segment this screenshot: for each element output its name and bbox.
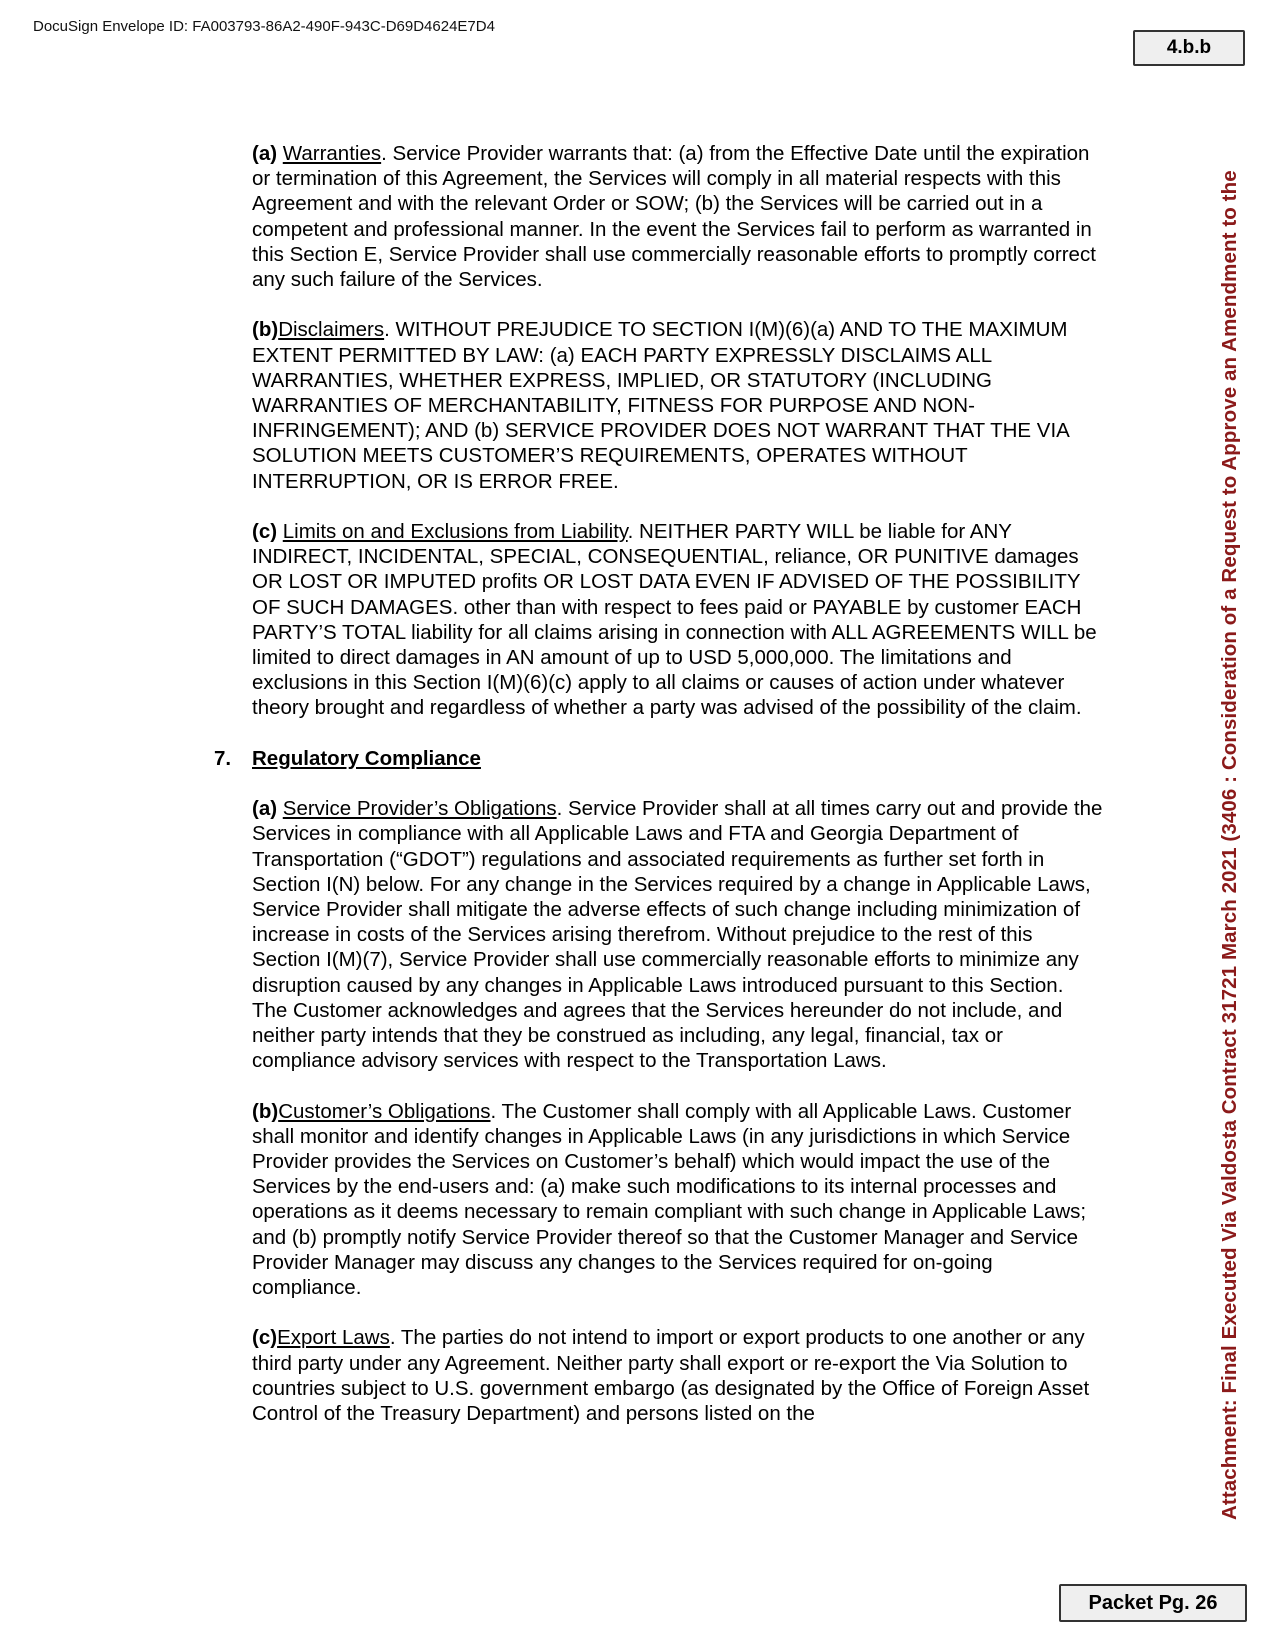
- agenda-item-tag: 4.b.b: [1133, 30, 1245, 66]
- paragraph-label: (c): [252, 1326, 278, 1350]
- paragraph-body: . The Customer shall comply with all Applicable Laws. Customer shall monitor and identify changes in Applicable Laws (in any jurisdictions in which Service Provider provides the Services on Customer’s behalf) which would impact the use of the Services by the end-users and: (a) make such modifications to its internal processes and operations as it deems necessary to remain compliant with such change in Applicable Laws; and (b) promptly notify Service Provider thereof so that the Customer Manager and Service Provider Manager may discuss any changes to the Services required for on-going compliance.: [252, 1099, 1087, 1300]
- paragraph-warranties: [252, 141, 1104, 292]
- paragraph-title: Limits on and Exclusions from Liability: [282, 520, 628, 544]
- paragraph-title: Export Laws: [277, 1326, 390, 1350]
- paragraph-body: . Service Provider shall at all times carry out and provide the Services in compliance with all Applicable Laws and FTA and Georgia Department of Transportation (“GDOT”) regulations and associated requirements as further set forth in Section I(N) below. For any change in the Services required by a change in Applicable Laws, Service Provider shall mitigate the adverse effects of such change including minimization of increase in costs of the Services arising therefrom. Without prejudice to the rest of this Section I(M)(7), Service Provider shall use commercially reasonable efforts to minimize any disruption caused by any changes in Applicable Laws introduced pursuant to this Section. The Customer acknowledges and agrees that the Services hereunder do not include, and neither party intends that they be construed as including, any legal, financial, tax or compliance advisory services with respect to the Transportation Laws.: [252, 797, 1103, 1073]
- paragraph-limits-of-liability: [252, 519, 1104, 721]
- document-body: [214, 141, 1104, 1426]
- paragraph-title: Customer’s Obligations: [278, 1099, 491, 1123]
- paragraph-body: . The parties do not intend to import or export products to one another or any third party under any Agreement. Neither party shall export or re-export the Via Solution to countries subject to U.S. government embargo (as designated by the Office of Foreign Asset Control of the Treasury Department) and persons listed on the: [252, 1326, 1090, 1426]
- paragraph-label: (a): [252, 142, 278, 165]
- docusign-envelope-id: DocuSign Envelope ID: FA003793-86A2-490F-943C-D69D4624E7D4: [33, 18, 495, 35]
- paragraph-label: (c): [252, 520, 278, 544]
- paragraph-label: (b): [252, 1099, 279, 1123]
- paragraph-export-laws: [252, 1325, 1104, 1426]
- paragraph-label: (a): [252, 797, 278, 821]
- paragraph-title: Warranties: [282, 142, 382, 165]
- section-number: 7.: [214, 746, 232, 770]
- paragraph-customer-obligations: [252, 1099, 1104, 1301]
- paragraph-body: . WITHOUT PREJUDICE TO SECTION I(M)(6)(a) AND TO THE MAXIMUM EXTENT PERMITTED BY LAW: (a) EACH PARTY EXPRESSLY DISCLAIMS ALL WARRANTIES, WHETHER EXPRESS, IMPLIED, OR STATUTORY (INCLUDING WARRANTIES OF MERCHANTABILITY, FITNESS FOR PURPOSE AND NON-INFRINGEMENT); AND (b) SERVICE PROVIDER DOES NOT WARRANT THAT THE VIA SOLUTION MEETS CUSTOMER’S REQUIREMENTS, OPERATES WITHOUT INTERRUPTION, OR IS ERROR FREE.: [252, 318, 1069, 493]
- paragraph-body: . Service Provider warrants that: (a) from the Effective Date until the expiration or termination of this Agreement, the Services will comply in all material respects with this Agreement and with the relevant Order or SOW; (b) the Services will be carried out in a competent and professional manner. In the event the Services fail to perform as warranted in this Section E, Service Provider shall use commercially reasonable efforts to promptly correct any such failure of the Services.: [252, 142, 1096, 292]
- paragraph-title: Disclaimers: [278, 318, 385, 342]
- paragraph-title: Service Provider’s Obligations: [282, 797, 557, 821]
- packet-page-number: Packet Pg. 26: [1059, 1584, 1247, 1622]
- paragraph-body: . NEITHER PARTY WILL be liable for ANY INDIRECT, INCIDENTAL, SPECIAL, CONSEQUENTIAL, reliance, OR PUNITIVE damages OR LOST OR IMPUTED profits OR LOST DATA EVEN IF ADVISED OF THE POSSIBILITY OF SUCH DAMAGES. other than with respect to fees paid or PAYABLE by customer EACH PARTY’S TOTAL liability for all claims arising in connection with ALL AGREEMENTS WILL be limited to direct damages in AN amount of up to USD 5,000,000. The limitations and exclusions in this Section I(M)(6)(c) apply to all claims or causes of action under whatever theory brought and regardless of whether a party was advised of the possibility of the claim.: [252, 520, 1097, 720]
- paragraph-label: (b): [252, 318, 279, 342]
- section-title: Regulatory Compliance: [252, 746, 481, 770]
- paragraph-disclaimers: [252, 317, 1104, 493]
- paragraph-provider-obligations: [252, 796, 1104, 1073]
- attachment-side-label: Attachment: Final Executed Via Valdosta Contract 31721 March 2021 (3406 : Consideration of a Request to Approve an Amendment to the: [1218, 170, 1241, 1520]
- section-heading-regulatory-compliance: [214, 746, 1104, 771]
